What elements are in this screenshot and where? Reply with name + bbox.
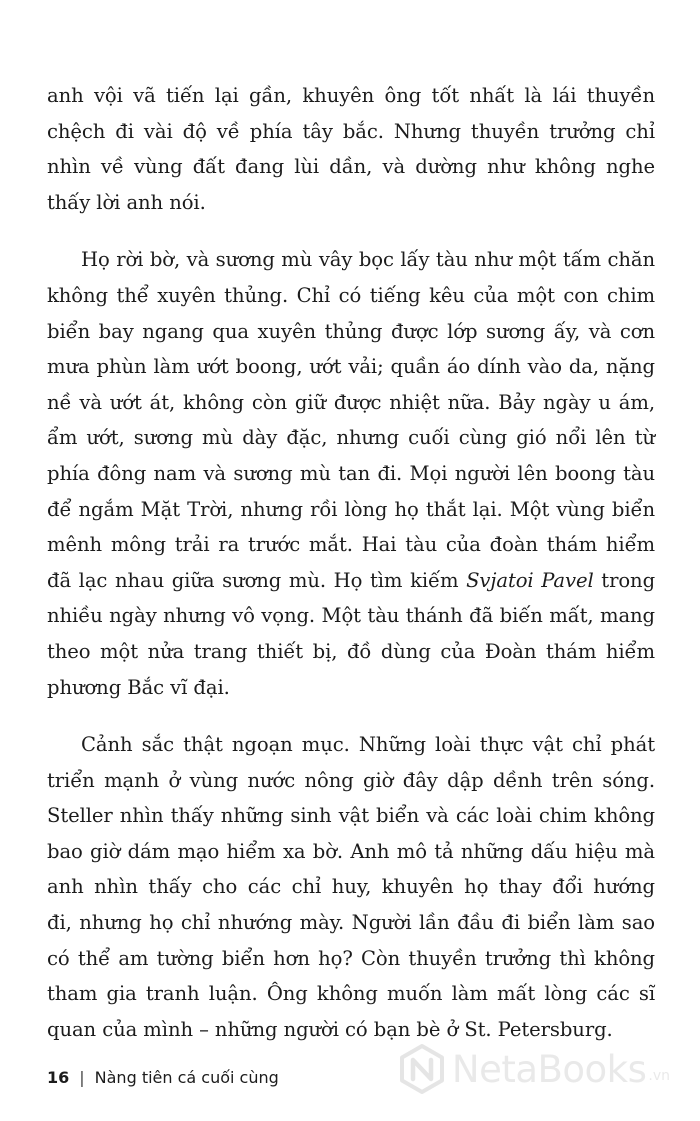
- watermark-brand: NetaBooks: [451, 1047, 647, 1091]
- text-line: ẩm ướt, sương mù dày đặc, nhưng cuối cùng gió nổi lên từ: [47, 426, 655, 450]
- text-line: đi, nhưng họ chỉ nhướng mày. Người lần đầu đi biển làm sao: [47, 911, 655, 935]
- text-line: tham gia tranh luận. Ông không muốn làm mất lòng các sĩ: [47, 982, 655, 1006]
- paragraph-1: [47, 78, 655, 220]
- text-line: anh nhìn thấy cho các chỉ huy, khuyên họ thay đổi hướng: [47, 875, 655, 899]
- netabooks-watermark: [396, 1043, 670, 1095]
- paragraph-2: [47, 242, 655, 705]
- text-line: mưa phùn làm ướt boong, ướt vải; quần áo dính vào da, nặng: [47, 355, 655, 379]
- text-line: Cảnh sắc thật ngoạn mục. Những loài thực vật chỉ phát: [81, 733, 655, 757]
- netabooks-logo-icon: [396, 1043, 448, 1095]
- text-line: phương Bắc vĩ đại.: [47, 675, 230, 699]
- text-line: anh vội vã tiến lại gần, khuyên ông tốt nhất là lái thuyền: [47, 84, 655, 107]
- text-line: phía đông nam và sương mù tan đi. Mọi người lên boong tàu: [47, 461, 655, 485]
- text-line: chệch đi vài độ về phía tây bắc. Nhưng thuyền trưởng chỉ: [47, 119, 655, 143]
- page-body: [47, 78, 655, 1069]
- text-line: không thể xuyên thủng. Chỉ có tiếng kêu của một con chim: [47, 283, 655, 307]
- text-line: biển bay ngang qua xuyên thủng được lớp sương ấy, và cơn: [47, 319, 655, 343]
- ship-name: Svjatoi Pavel: [466, 568, 594, 592]
- text-segment: trong: [593, 568, 656, 592]
- text-line: mênh mông trải ra trước mắt. Hai tàu của đoàn thám hiểm: [47, 533, 655, 557]
- page-number: 16: [47, 1068, 70, 1087]
- running-title: Nàng tiên cá cuối cùng: [94, 1068, 279, 1087]
- watermark-domain: .vn: [648, 1068, 670, 1084]
- text-line: nề và ướt át, không còn giữ được nhiệt nữa. Bảy ngày u ám,: [47, 390, 655, 414]
- text-line: triển mạnh ở vùng nước nông giờ đây dập dềnh trên sóng.: [47, 768, 655, 792]
- footer-separator: |: [79, 1068, 85, 1087]
- text-line: có thể am tường biển hơn họ? Còn thuyền trưởng thì không: [47, 946, 655, 970]
- text-line: nhìn về vùng đất đang lùi dần, và dường như không nghe: [47, 155, 655, 179]
- text-line: theo một nửa trang thiết bị, đồ dùng của Đoàn thám hiểm: [47, 639, 655, 663]
- text-line: bao giờ dám mạo hiểm xa bờ. Anh mô tả những dấu hiệu mà: [47, 839, 655, 863]
- paragraph-3: [47, 727, 655, 1047]
- page-footer: [47, 1068, 279, 1087]
- text-line: Steller nhìn thấy những sinh vật biển và các loài chim không: [47, 804, 655, 828]
- text-line-with-ship-name: [47, 563, 655, 599]
- text-line: nhiều ngày nhưng vô vọng. Một tàu thánh đã biến mất, mang: [47, 604, 655, 628]
- text-segment: đã lạc nhau giữa sương mù. Họ tìm kiếm: [47, 568, 467, 592]
- text-line: Họ rời bờ, và sương mù vây bọc lấy tàu như một tấm chăn: [81, 248, 655, 272]
- text-line: để ngắm Mặt Trời, nhưng rồi lòng họ thắt lại. Một vùng biển: [47, 497, 655, 521]
- text-line: quan của mình – những người có bạn bè ở St. Petersburg.: [47, 1017, 613, 1041]
- text-line: thấy lời anh nói.: [47, 190, 206, 214]
